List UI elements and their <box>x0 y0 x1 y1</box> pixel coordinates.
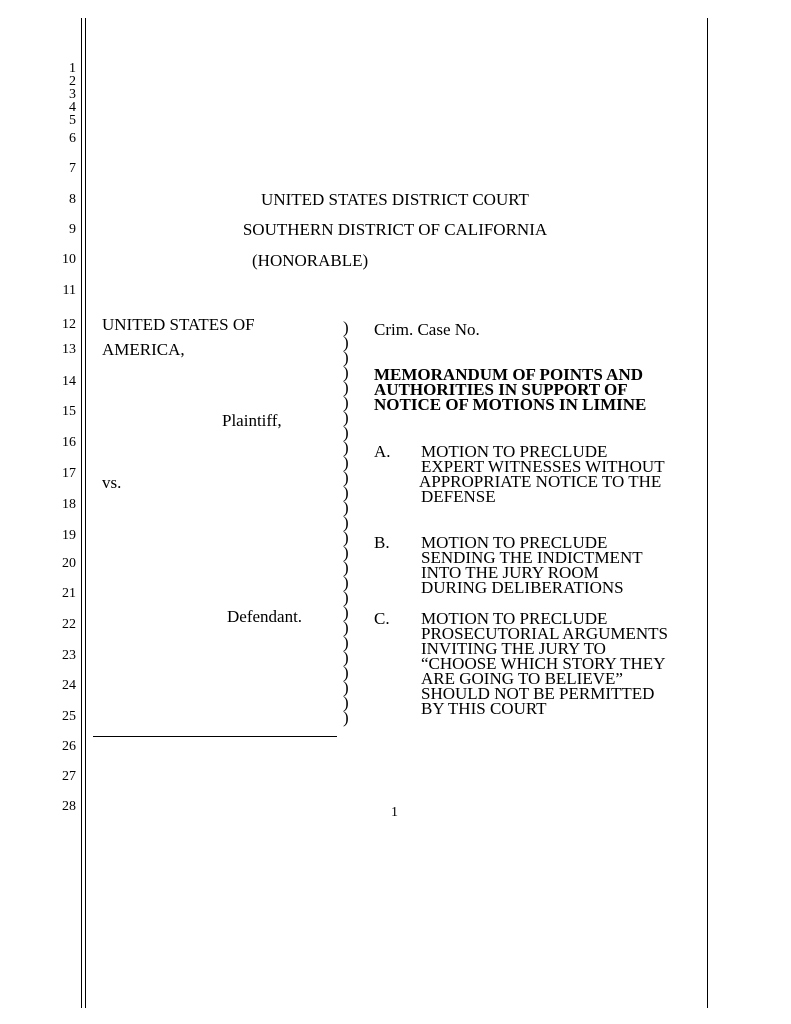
line-number: 9 <box>69 222 76 237</box>
motion-line: BY THIS COURT <box>421 699 547 718</box>
versus: vs. <box>102 473 122 492</box>
paren: ) <box>343 333 349 352</box>
paren: ) <box>343 543 349 562</box>
line-number: 10 <box>62 252 76 267</box>
line-number: 8 <box>69 192 76 207</box>
motion-line: INTO THE JURY ROOM <box>421 563 599 582</box>
line-number: 19 <box>62 528 76 543</box>
line-number: 6 <box>69 131 76 146</box>
paren: ) <box>343 438 349 457</box>
motion-line: INVITING THE JURY TO <box>421 639 606 658</box>
line-number: 4 <box>69 100 76 115</box>
paren: ) <box>343 633 349 652</box>
line-number: 15 <box>62 404 76 419</box>
line-number: 7 <box>69 161 76 176</box>
motion-a-text <box>421 444 665 504</box>
line-number: 22 <box>62 617 76 632</box>
paren: ) <box>343 558 349 577</box>
line-number: 25 <box>62 709 76 724</box>
motion-line: SENDING THE INDICTMENT <box>421 548 643 567</box>
line-number: 3 <box>69 87 76 102</box>
right-margin-rule <box>707 18 708 1008</box>
paren: ) <box>343 498 349 517</box>
defendant-role: Defendant. <box>227 607 303 626</box>
line-number: 1 <box>69 61 76 76</box>
paren: ) <box>343 408 349 427</box>
line-number: 21 <box>62 586 76 601</box>
motion-c-letter: C. <box>374 609 390 628</box>
motion-line: MOTION TO PRECLUDE <box>421 442 608 461</box>
motion-line: ARE GOING TO BELIEVE” <box>421 669 623 688</box>
motion-line: SHOULD NOT BE PERMITTED <box>421 684 655 703</box>
plaintiff-name-line2: AMERICA, <box>102 340 185 359</box>
line-number: 2 <box>69 74 76 89</box>
paren: ) <box>343 393 349 412</box>
motion-line: APPROPRIATE NOTICE TO THE <box>419 472 662 491</box>
paren: ) <box>343 378 349 397</box>
paren: ) <box>343 618 349 637</box>
caption-paren-column <box>343 320 349 725</box>
left-margin-rule-outer <box>81 18 82 1008</box>
paren: ) <box>343 348 349 367</box>
line-number: 26 <box>62 739 76 754</box>
page-number: 1 <box>391 805 398 820</box>
paren: ) <box>343 318 349 337</box>
line-number: 24 <box>62 678 76 693</box>
line-number: 16 <box>62 435 76 450</box>
line-number: 28 <box>62 799 76 814</box>
paren: ) <box>343 693 349 712</box>
paren: ) <box>343 423 349 442</box>
paren: ) <box>343 648 349 667</box>
motion-line: MOTION TO PRECLUDE <box>421 609 608 628</box>
memo-title-line: MEMORANDUM OF POINTS AND <box>374 365 643 384</box>
paren: ) <box>343 588 349 607</box>
paren: ) <box>343 468 349 487</box>
memo-title-line: NOTICE OF MOTIONS IN LIMINE <box>374 395 647 414</box>
line-number: 23 <box>62 648 76 663</box>
case-number-label: Crim. Case No. <box>374 320 480 339</box>
court-name: UNITED STATES DISTRICT COURT <box>261 190 529 209</box>
motion-line: DURING DELIBERATIONS <box>421 578 624 597</box>
line-number: 18 <box>62 497 76 512</box>
paren: ) <box>343 453 349 472</box>
left-margin-rule-inner <box>85 18 86 1008</box>
judge-line: (HONORABLE) <box>252 251 369 270</box>
memo-title-line: AUTHORITIES IN SUPPORT OF <box>374 380 628 399</box>
motion-line: DEFENSE <box>421 487 496 506</box>
line-number: 20 <box>62 556 76 571</box>
paren: ) <box>343 528 349 547</box>
caption-underline <box>93 736 337 737</box>
line-number: 12 <box>62 317 76 332</box>
paren: ) <box>343 483 349 502</box>
paren: ) <box>343 663 349 682</box>
paren: ) <box>343 573 349 592</box>
paren: ) <box>343 708 349 727</box>
line-number: 11 <box>62 283 76 298</box>
line-number: 14 <box>62 374 76 389</box>
paren: ) <box>343 363 349 382</box>
motion-b-text <box>421 535 643 595</box>
paren: ) <box>343 678 349 697</box>
motion-line: EXPERT WITNESSES WITHOUT <box>421 457 665 476</box>
line-number: 5 <box>69 113 76 128</box>
motion-line: PROSECUTORIAL ARGUMENTS <box>421 624 669 643</box>
motion-line: MOTION TO PRECLUDE <box>421 533 608 552</box>
motion-b-letter: B. <box>374 533 390 552</box>
plaintiff-name-line1: UNITED STATES OF <box>102 315 255 334</box>
line-number: 13 <box>62 342 76 357</box>
line-number: 17 <box>62 466 76 481</box>
motion-line: “CHOOSE WHICH STORY THEY <box>421 654 666 673</box>
memo-title <box>374 367 646 412</box>
paren: ) <box>343 603 349 622</box>
line-number: 27 <box>62 769 76 784</box>
court-district: SOUTHERN DISTRICT OF CALIFORNIA <box>242 220 548 239</box>
plaintiff-role: Plaintiff, <box>222 411 282 430</box>
motion-c-text <box>421 611 668 716</box>
motion-a-letter: A. <box>374 442 391 461</box>
paren: ) <box>343 513 349 532</box>
